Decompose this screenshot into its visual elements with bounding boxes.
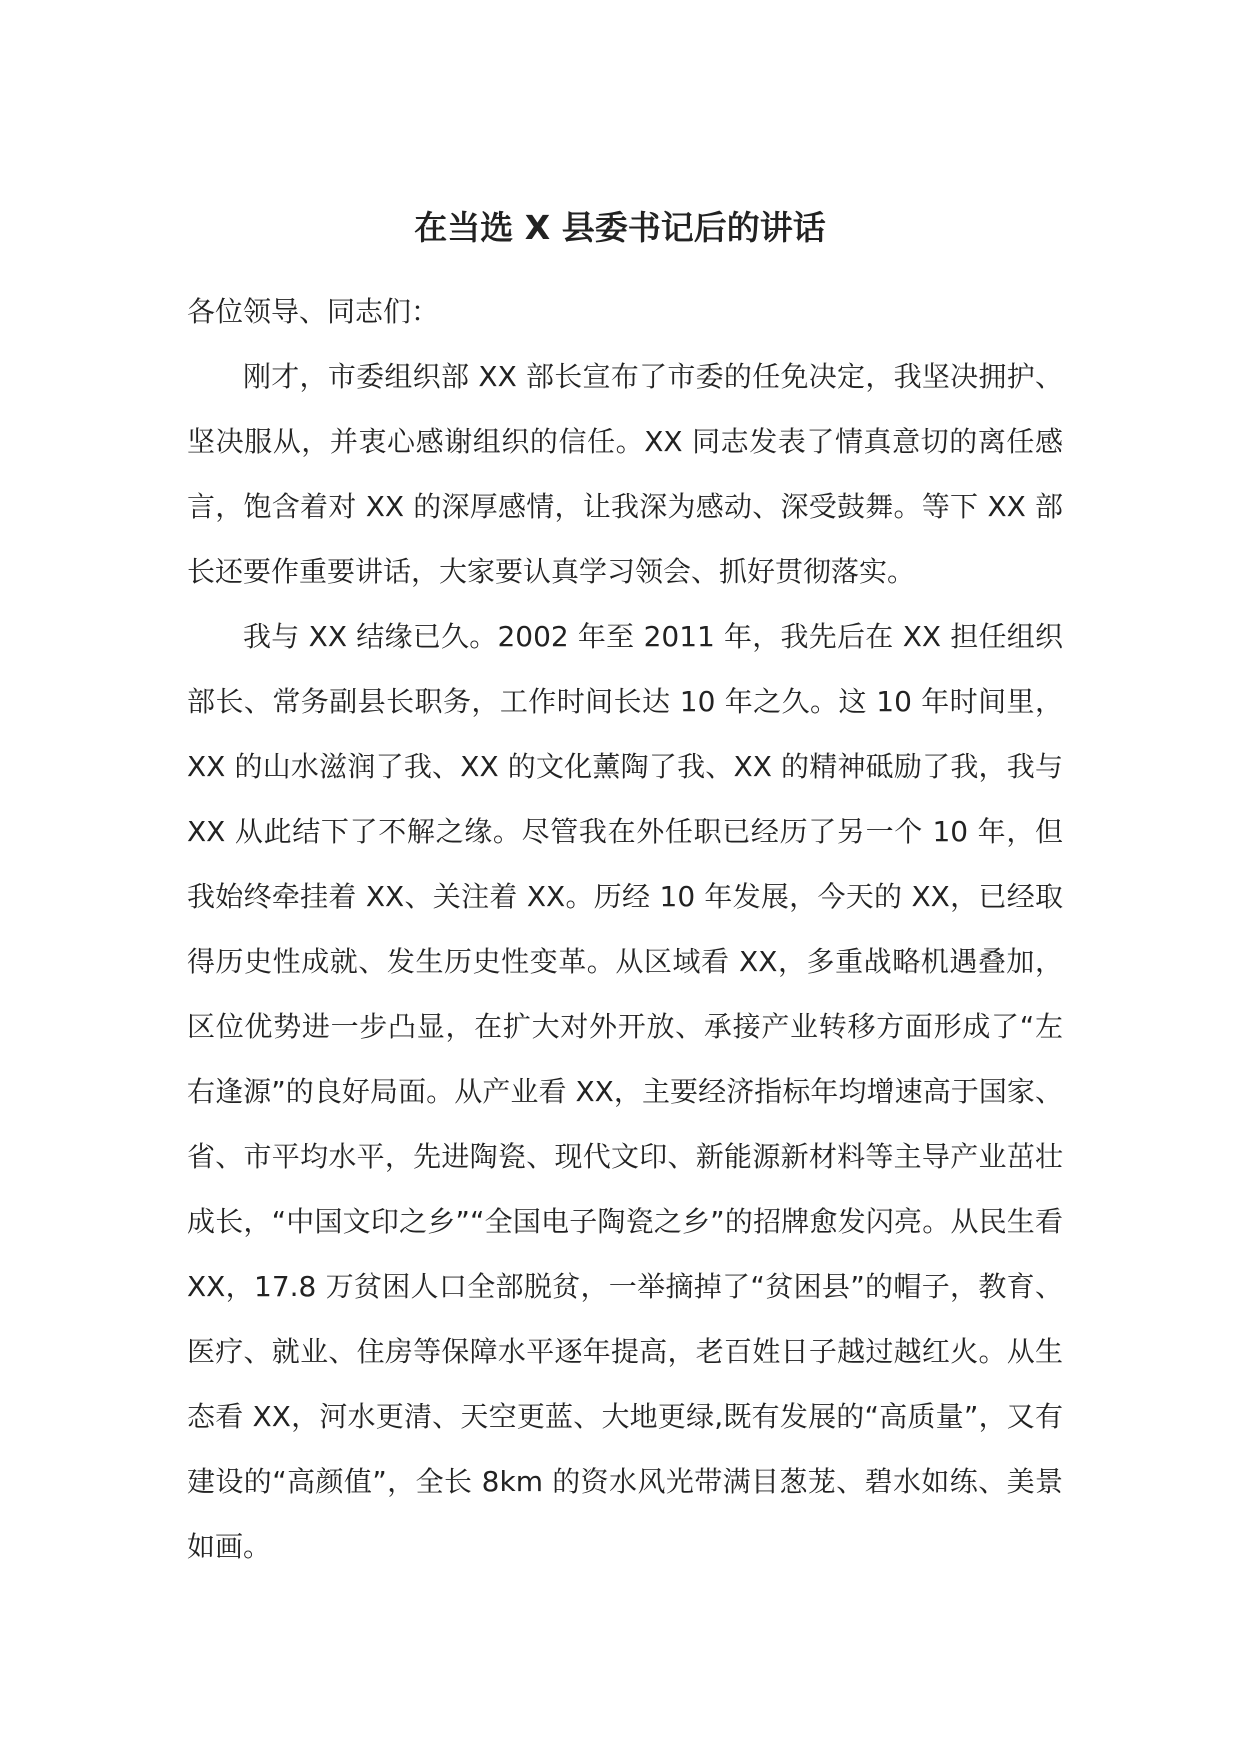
salutation: 各位领导、同志们： <box>187 295 440 328</box>
document-title: 在当选 X 县委书记后的讲话 <box>414 208 826 247</box>
paragraph-2: 我与 XX 结缘已久。2002 年至 2011 年，我先后在 XX 担任组织部长、常务副县长职务，工作时间长达 10 年之久。这 10 年时间里，XX 的山水滋润了我、XX 的文化薰陶了我、XX 的精神砥励了我，我与 XX 从此结下了不解之缘。尽管我在外任职已经历了另一个 10 年，但我始终牵挂着 XX、关注着 XX。历经 10 年发展，今天的 XX，已经取得历史性成就、发生历史性变革。从区域看 XX，多重战略机遇叠加，区位优势进一步凸显，在扩大对外开放、承接产业转移方面形成了“左右逢源”的良好局面。从产业看 XX，主要经济指标年均增速高于国家、省、市平均水平，先进陶瓷、现代文印、新能源新材料等主导产业茁壮成长，“中国文印之乡”“全国电子陶瓷之乡”的招牌愈发闪亮。从民生看 XX，17.8 万贫困人口全部脱贫，一举摘掉了“贫困县”的帽子，教育、医疗、就业、住房等保障水平逐年提高，老百姓日子越过越红火。从生态看 XX，河水更清、天空更蓝、大地更绿,既有发展的“高质量”，又有建设的“高颜值”，全长 8km 的资水风光带满目葱茏、碧水如练、美景如画。 <box>187 620 1063 1563</box>
paragraph-1: 刚才，市委组织部 XX 部长宣布了市委的任免决定，我坚决拥护、坚决服从，并衷心感谢组织的信任。XX 同志发表了情真意切的离任感言，饱含着对 XX 的深厚感情，让我深为感动、深受鼓舞。等下 XX 部长还要作重要讲话，大家要认真学习领会、抓好贯彻落实。 <box>187 360 1063 588</box>
document-body <box>187 279 1063 1579</box>
